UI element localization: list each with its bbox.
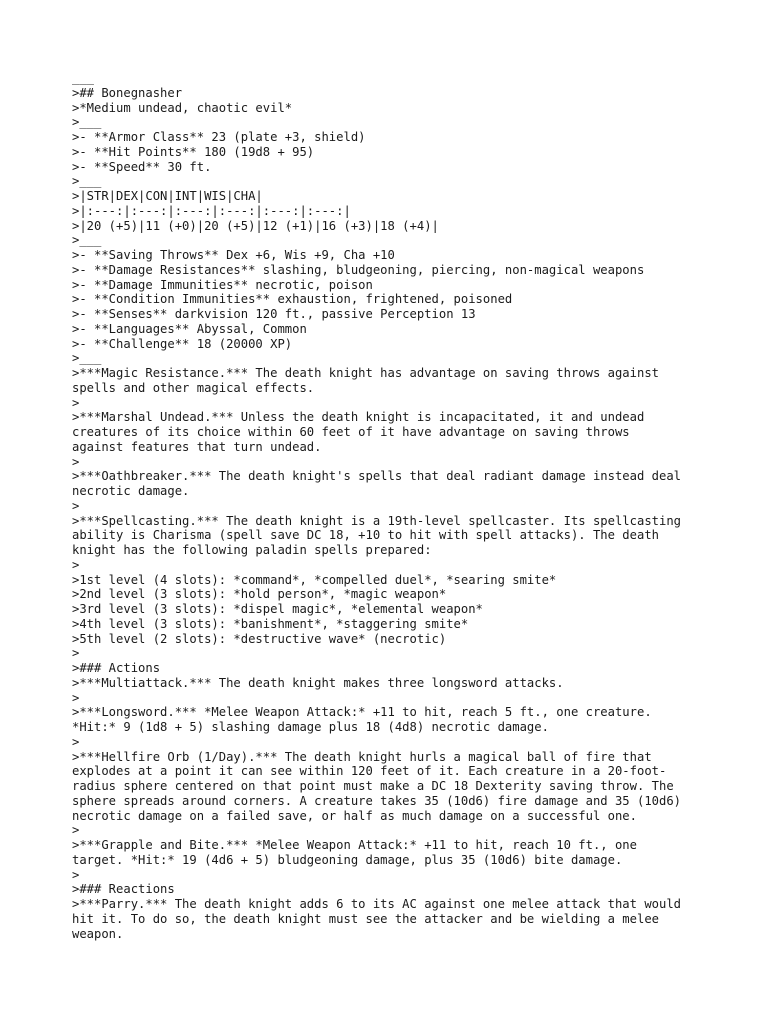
text-line: >___ bbox=[72, 233, 102, 248]
text-line: explodes at a point it can see within 120 feet of it. Each creature in a 20-foot- bbox=[72, 764, 667, 779]
text-line: > bbox=[72, 690, 80, 705]
text-line: >___ bbox=[72, 115, 102, 130]
text-line: >|STR|DEX|CON|INT|WIS|CHA| bbox=[72, 189, 263, 203]
text-line: >***Oathbreaker.*** The death knight's spells that deal radiant damage instead deal bbox=[72, 469, 682, 484]
text-line: >- **Languages** Abyssal, Common bbox=[72, 321, 307, 336]
text-line: >***Spellcasting.*** The death knight is a 19th-level spellcaster. Its spellcasting bbox=[72, 513, 682, 528]
text-line: > bbox=[72, 867, 80, 882]
text-line: >- **Armor Class** 23 (plate +3, shield) bbox=[72, 130, 366, 144]
text-line: >- **Damage Resistances** slashing, bludgeoning, piercing, non-magical weapons bbox=[72, 262, 645, 277]
text-line: > bbox=[72, 498, 80, 513]
text-line: >3rd level (3 slots): *dispel magic*, *elemental weapon* bbox=[72, 602, 483, 616]
text-line: >|20 (+5)|11 (+0)|20 (+5)|12 (+1)|16 (+3)|18 (+4)| bbox=[72, 218, 439, 233]
text-line: >- **Damage Immunities** necrotic, poison bbox=[72, 277, 373, 292]
text-line: > bbox=[72, 823, 80, 838]
text-line: >### Actions bbox=[72, 661, 161, 675]
text-line: ability is Charisma (spell save DC 18, +10 to hit with spell attacks). The death bbox=[72, 528, 659, 543]
text-line: >___ bbox=[72, 174, 102, 189]
text-line: >- **Condition Immunities** exhaustion, frightened, poisoned bbox=[72, 292, 513, 307]
text-line: >1st level (4 slots): *command*, *compelled duel*, *searing smite* bbox=[72, 572, 557, 587]
text-line: creatures of its choice within 60 feet of it have advantage on saving throws bbox=[72, 425, 630, 439]
text-line: >|:---:|:---:|:---:|:---:|:---:|:---:| bbox=[72, 203, 351, 218]
text-line: > bbox=[72, 557, 80, 572]
text-line: >2nd level (3 slots): *hold person*, *magic weapon* bbox=[72, 587, 447, 602]
text-line: >***Multiattack.*** The death knight makes three longsword attacks. bbox=[72, 675, 564, 690]
text-line: >5th level (2 slots): *destructive wave* (necrotic) bbox=[72, 631, 447, 646]
text-line: >### Reactions bbox=[72, 882, 175, 897]
text-line: >- **Challenge** 18 (20000 XP) bbox=[72, 336, 293, 351]
text-line: >*Medium undead, chaotic evil* bbox=[72, 100, 293, 115]
text-line: > bbox=[72, 454, 80, 469]
text-line: necrotic damage on a failed save, or half as much damage on a successful one. bbox=[72, 808, 637, 823]
text-line: hit it. To do so, the death knight must see the attacker and be wielding a melee bbox=[72, 911, 659, 926]
text-line: knight has the following paladin spells prepared: bbox=[72, 543, 432, 557]
text-line: >***Longsword.*** *Melee Weapon Attack:* +11 to hit, reach 5 ft., one creature. bbox=[72, 705, 652, 720]
text-line: >***Parry.*** The death knight adds 6 to its AC against one melee attack that would bbox=[72, 897, 682, 911]
text-line: >4th level (3 slots): *banishment*, *staggering smite* bbox=[72, 616, 469, 631]
text-line: target. *Hit:* 19 (4d6 + 5) bludgeoning damage, plus 35 (10d6) bite damage. bbox=[72, 852, 623, 867]
text-line: necrotic damage. bbox=[72, 484, 190, 498]
text-line: >***Grapple and Bite.*** *Melee Weapon Attack:* +11 to hit, reach 10 ft., one bbox=[72, 838, 637, 852]
text-line: >- **Hit Points** 180 (19d8 + 95) bbox=[72, 144, 315, 159]
text-line: radius sphere centered on that point must make a DC 18 Dexterity saving throw. The bbox=[72, 779, 674, 793]
text-line: against features that turn undead. bbox=[72, 439, 322, 454]
text-line: ___ bbox=[72, 71, 95, 85]
text-line: weapon. bbox=[72, 926, 124, 941]
text-line: >- **Saving Throws** Dex +6, Wis +9, Cha +10 bbox=[72, 248, 395, 262]
text-line: >## Bonegnasher bbox=[72, 85, 183, 100]
text-line: *Hit:* 9 (1d8 + 5) slashing damage plus 18 (4d8) necrotic damage. bbox=[72, 720, 549, 734]
text-line: > bbox=[72, 646, 80, 661]
text-line: >- **Speed** 30 ft. bbox=[72, 159, 212, 174]
text-line: spells and other magical effects. bbox=[72, 380, 315, 395]
document-body bbox=[72, 71, 712, 941]
text-line: > bbox=[72, 395, 80, 410]
text-line: >***Marshal Undead.*** Unless the death knight is incapacitated, it and undead bbox=[72, 410, 645, 425]
text-line: >***Magic Resistance.*** The death knight has advantage on saving throws against bbox=[72, 366, 659, 380]
text-line: >- **Senses** darkvision 120 ft., passive Perception 13 bbox=[72, 307, 476, 321]
text-line: > bbox=[72, 734, 80, 749]
text-line: sphere spreads around corners. A creature takes 35 (10d6) fire damage and 35 (10d6) bbox=[72, 793, 682, 808]
text-line: >___ bbox=[72, 351, 102, 366]
text-line: >***Hellfire Orb (1/Day).*** The death knight hurls a magical ball of fire that bbox=[72, 749, 652, 764]
